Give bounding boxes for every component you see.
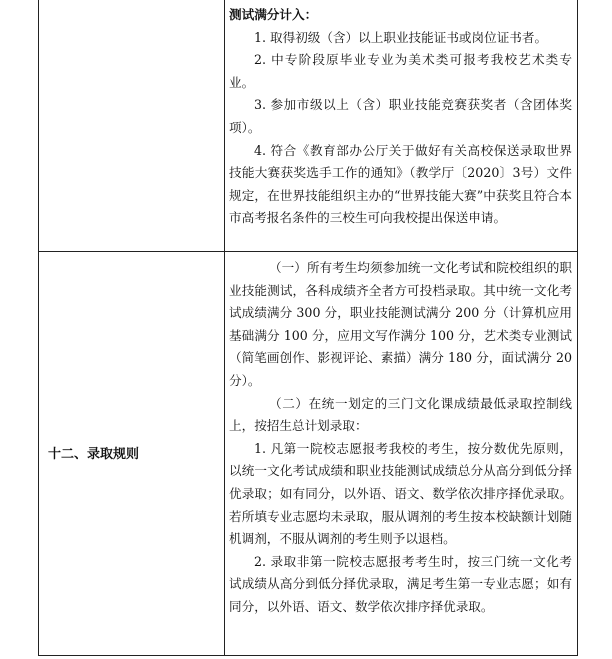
scoring-cell xyxy=(229,4,572,230)
section-label: 十二、录取规则 xyxy=(48,447,140,462)
scoring-heading: 测试满分计入： xyxy=(229,7,318,22)
scoring-item-4: 4. 符合《教育部办公厅关于做好有关高校保送录取世界技能大赛获奖选手工作的通知》（教学厅〔2020〕3号）文件规定，在世界技能组织主办的“世界技能大赛”中获奖且符合本市高考报名条件的三校生可向我校提出保送申请。 xyxy=(229,142,572,226)
rule-paragraph-3: 1. 凡第一院校志愿报考我校的考生，按分数优先原则，以统一文化考试成绩和职业技能测试成绩总分从高分到低分择优录取；如有同分，以外语、语文、数学依次排序择优录取。若所填专业志愿均未录取，服从调剂的考生按本校缺额计划随机调剂，不服从调剂的考生则予以退档。 xyxy=(229,440,572,547)
table-column-divider xyxy=(224,0,225,656)
table-border-left xyxy=(38,0,39,656)
scoring-item-1: 1. 取得初级（含）以上职业技能证书或岗位证书者。 xyxy=(254,29,548,45)
table-border-right xyxy=(577,0,578,656)
rule-paragraph-2: （二）在统一划定的三门文化课成绩最低录取控制线上，按招生总计划录取： xyxy=(229,395,572,434)
rule-paragraph-1: （一）所有考生均须参加统一文化考试和院校组织的职业技能测试，各科成绩齐全者方可投档录取。其中统一文化考试成绩满分 300 分，职业技能测试满分 200 分（计算机应用基础满分 100 分，应用文写作满分 100 分，艺术类专业测试（简笔画创作、影视评论、素描）满分 180 分，面试满分 20 分）。 xyxy=(229,260,572,388)
admission-table xyxy=(38,0,578,656)
table-border-bottom xyxy=(38,655,578,656)
table-row-divider xyxy=(38,251,578,252)
admission-rules-cell xyxy=(229,257,572,619)
scoring-item-3: 3. 参加市级以上（含）职业技能竞赛获奖者（含团体奖项）。 xyxy=(229,97,572,135)
rule-paragraph-4: 2. 录取非第一院校志愿报考考生时，按三门统一文化考试成绩从高分到低分择优录取，满足考生第一专业志愿；如有同分，以外语、语文、数学依次排序择优录取。 xyxy=(229,553,572,614)
scoring-item-2: 2. 中专阶段原毕业专业为美术类可报考我校艺术类专业。 xyxy=(229,52,572,90)
